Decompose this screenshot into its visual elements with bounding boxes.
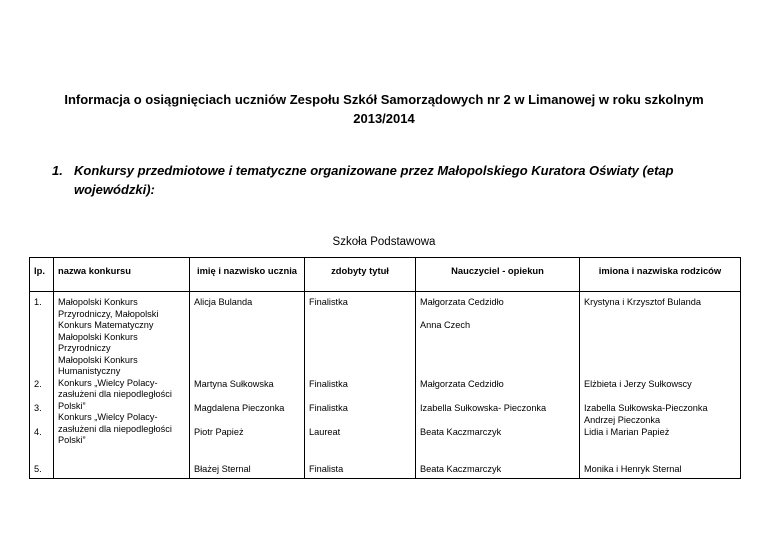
row-1-lp: 1. xyxy=(34,297,42,307)
lp-column xyxy=(30,292,54,479)
row-1-title: Finalistka xyxy=(309,297,348,307)
row-5-lp: 5. xyxy=(34,464,42,474)
row-5-contest: Konkurs „Wielcy Polacy- zasłużeni dla niepodległości Polski” xyxy=(58,412,172,445)
row-1-student: Alicja Bulanda xyxy=(194,297,253,307)
section-number: 1. xyxy=(52,163,63,178)
title-line-2: 2013/2014 xyxy=(353,111,415,126)
school-heading: Szkoła Podstawowa xyxy=(332,236,436,248)
row-1-parents: Krystyna i Krzysztof Bulanda xyxy=(584,297,701,307)
student-column xyxy=(190,292,305,479)
contest-column xyxy=(54,292,190,479)
row-5-student: Błażej Sternal xyxy=(194,464,251,474)
row-4-teacher: Beata Kaczmarczyk xyxy=(420,427,502,437)
row-5-teacher: Beata Kaczmarczyk xyxy=(420,464,502,474)
title-line-1: Informacja o osiągnięciach uczniów Zespołu Szkół Samorządowych nr 2 w Limanowej w roku szkolnym xyxy=(64,92,704,107)
document-title xyxy=(0,90,768,128)
row-1-teacher-2: Anna Czech xyxy=(420,320,471,330)
row-2-parents: Elżbieta i Jerzy Sułkowscy xyxy=(584,379,692,389)
row-4-contest: Konkurs „Wielcy Polacy- zasłużeni dla niepodległości Polski” xyxy=(58,377,172,411)
row-2-student: Martyna Sułkowska xyxy=(194,379,274,389)
row-4-student: Piotr Papież xyxy=(194,427,244,437)
row-3-lp: 3. xyxy=(34,403,42,413)
row-3-contest: Małopolski Konkurs Humanistyczny xyxy=(58,354,138,376)
row-3-teacher: Izabella Sułkowska- Pieczonka xyxy=(420,403,547,413)
table-header-row xyxy=(30,258,741,292)
row-3-parents: Izabella Sułkowska-Pieczonka Andrzej Pieczonka xyxy=(584,403,708,425)
section-title: Konkursy przedmiotowe i tematyczne organizowane przez Małopolskiego Kuratora Oświaty (etap wojewódzki): xyxy=(74,163,674,197)
header-title: zdobyty tytuł xyxy=(305,258,416,292)
row-4-title: Laureat xyxy=(309,427,341,437)
row-2-contest: Małopolski Konkurs Przyrodniczy xyxy=(58,331,138,353)
row-4-parents: Lidia i Marian Papież xyxy=(584,427,670,437)
table-body-row xyxy=(30,292,741,479)
row-2-lp: 2. xyxy=(34,379,42,389)
row-5-parents: Monika i Henryk Sternal xyxy=(584,464,682,474)
header-contest: nazwa konkursu xyxy=(54,258,190,292)
header-teacher: Nauczyciel - opiekun xyxy=(416,258,580,292)
row-2-title: Finalistka xyxy=(309,379,348,389)
row-2-teacher: Małgorzata Cedzidło xyxy=(420,379,504,389)
row-4-lp: 4. xyxy=(34,427,42,437)
row-3-student: Magdalena Pieczonka xyxy=(194,403,285,413)
row-3-title: Finalistka xyxy=(309,403,348,413)
row-1-contest: Małopolski Konkurs Przyrodniczy, Małopolski Konkurs Matematyczny xyxy=(58,297,159,330)
row-1-teacher: Małgorzata Cedzidło xyxy=(420,297,504,307)
row-5-title: Finalista xyxy=(309,464,344,474)
teacher-column xyxy=(416,292,580,479)
parents-column xyxy=(580,292,741,479)
header-parents: imiona i nazwiska rodziców xyxy=(580,258,741,292)
achievements-table xyxy=(29,257,741,479)
title-column xyxy=(305,292,416,479)
header-student: imię i nazwisko ucznia xyxy=(190,258,305,292)
header-lp: lp. xyxy=(30,258,54,292)
